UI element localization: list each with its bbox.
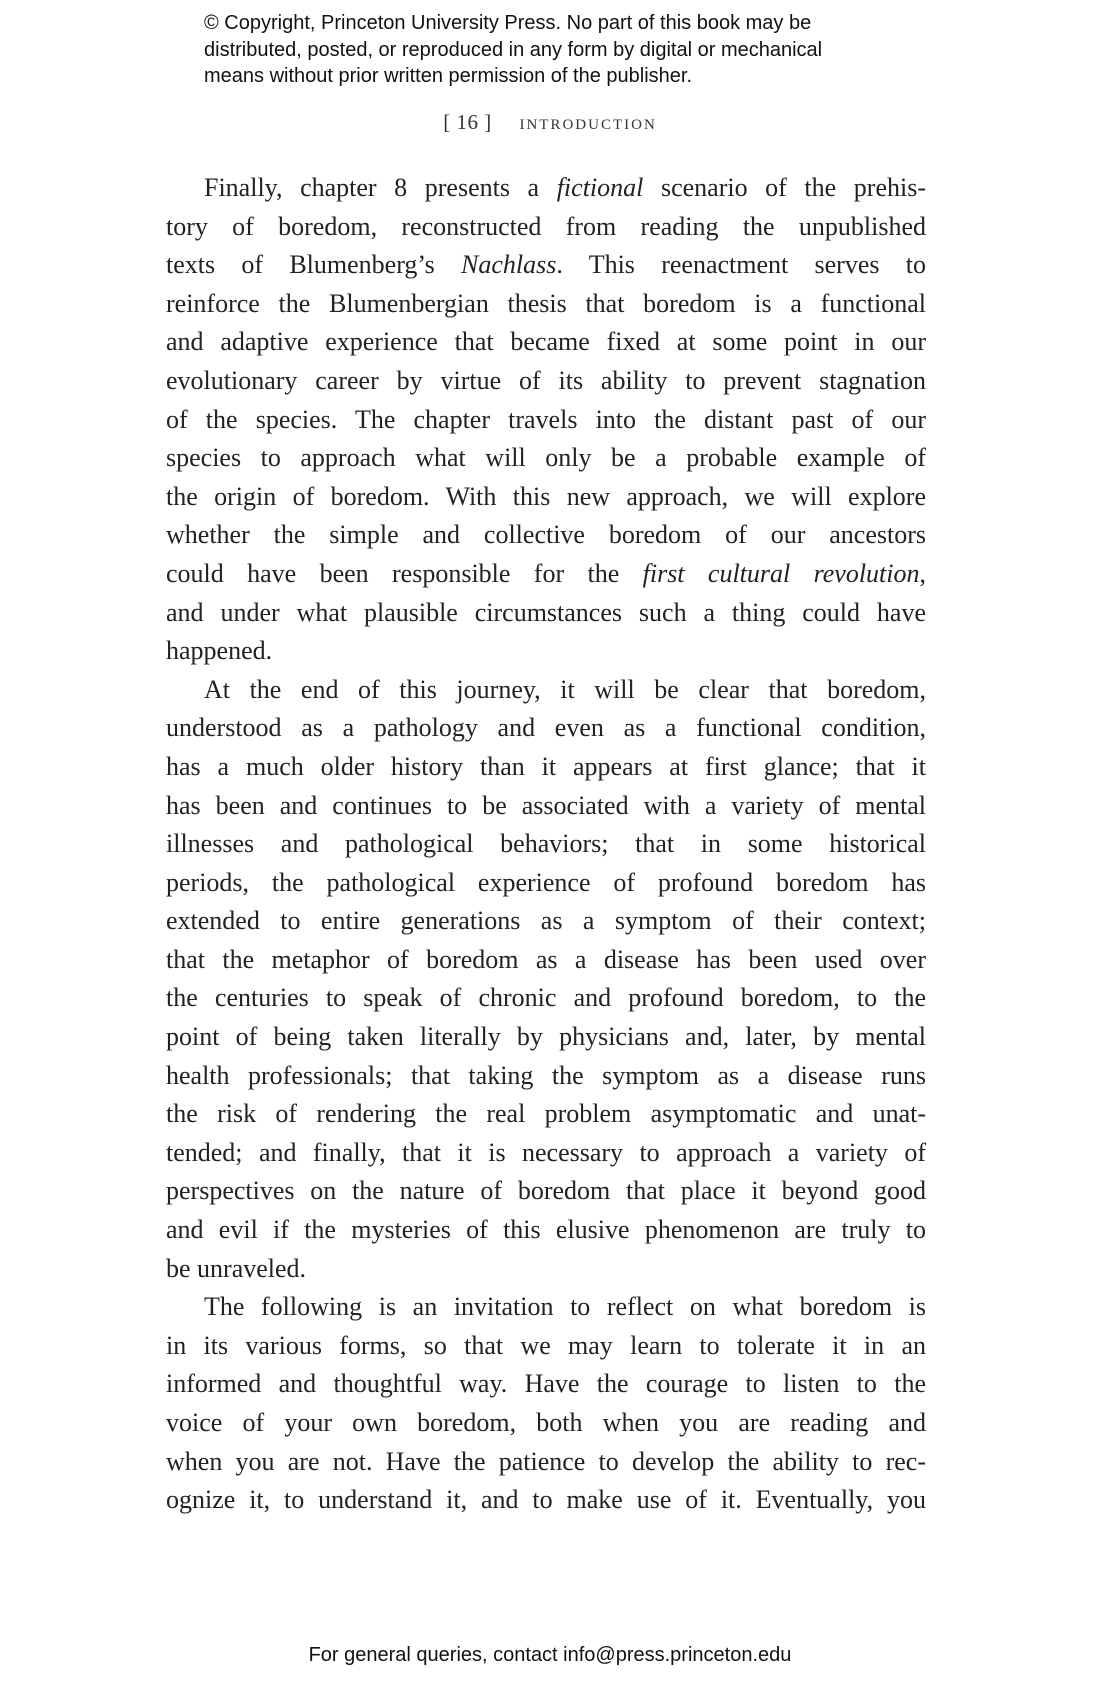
text-run: perspectives on the nature of boredom that place it beyond good: [166, 1176, 926, 1206]
text-line: [166, 1365, 926, 1404]
text-line: [166, 787, 926, 826]
paragraph: [166, 1288, 926, 1520]
italic-run: Nachlass: [461, 250, 557, 280]
text-line: [166, 1018, 926, 1057]
text-line: [166, 1057, 926, 1096]
text-line: [166, 825, 926, 864]
text-run: point of being taken literally by physicians and, later, by mental: [166, 1022, 926, 1052]
text-line: [166, 1327, 926, 1366]
italic-run: fictional: [556, 173, 644, 202]
text-run: and adaptive experience that became fixed at some point in our: [166, 327, 926, 357]
text-line: [166, 362, 926, 401]
text-run: The following is an invitation to reflect on what boredom is: [204, 1292, 926, 1322]
text-line: [166, 1481, 926, 1520]
paragraph: [166, 671, 926, 1289]
copyright-notice: [204, 10, 924, 90]
text-line: [166, 1134, 926, 1173]
text-line: [166, 1211, 926, 1250]
text-run: when you are not. Have the patience to develop the ability to rec-: [166, 1446, 926, 1476]
text-line: [166, 208, 926, 247]
text-line: [166, 516, 926, 555]
copyright-line: means without prior written permission of the publisher.: [204, 65, 693, 87]
text-run: health professionals; that taking the symptom as a disease runs: [166, 1060, 926, 1090]
text-run: evolutionary career by virtue of its ability to prevent stagnation: [166, 365, 926, 395]
text-run: voice of your own boredom, both when you are reading and: [166, 1408, 926, 1437]
text-run: could have been responsible for the: [166, 558, 643, 588]
text-run: the centuries to speak of chronic and profound boredom, to the: [166, 983, 926, 1013]
text-run: ognize it, to understand it, and to make use of it. Eventually, you: [166, 1485, 926, 1515]
text-run: in its various forms, so that we may learn to tolerate it in an: [166, 1330, 926, 1360]
text-run: At the end of this journey, it will be clear that boredom,: [204, 674, 926, 704]
text-line: [166, 401, 926, 440]
text-line: [166, 478, 926, 517]
text-run: tory of boredom, reconstructed from reading the unpublished: [166, 211, 926, 241]
text-run: extended to entire generations as a symptom of their context;: [166, 906, 926, 936]
text-line: [166, 902, 926, 941]
text-run: and evil if the mysteries of this elusive phenomenon are truly to: [166, 1215, 926, 1245]
text-line: [166, 671, 926, 710]
text-run: the risk of rendering the real problem asymptomatic and unat-: [166, 1099, 926, 1129]
body-text: [166, 169, 926, 1520]
text-run: texts of Blumenberg’s: [166, 250, 462, 280]
text-run: tended; and finally, that it is necessary to approach a variety of: [166, 1137, 926, 1167]
text-run: informed and thoughtful way. Have the courage to listen to the: [166, 1369, 926, 1399]
text-line: [166, 555, 926, 594]
text-run: has been and continues to be associated with a variety of mental: [166, 790, 926, 820]
text-line: [166, 169, 926, 208]
text-run: whether the simple and collective boredom of our ancestors: [166, 520, 926, 550]
text-line: [166, 246, 926, 285]
text-run: scenario of the prehis-: [643, 173, 926, 202]
running-head: [0, 110, 1100, 135]
text-run: illnesses and pathological behaviors; that in some historical: [166, 829, 926, 859]
text-run: understood as a pathology and even as a functional condition,: [166, 713, 926, 743]
paragraph: [166, 169, 926, 671]
text-line: [166, 439, 926, 478]
text-line: [166, 323, 926, 362]
text-line: [166, 594, 926, 633]
text-run: that the metaphor of boredom as a disease has been used over: [166, 944, 926, 974]
text-line: [166, 1404, 926, 1443]
text-run: Finally, chapter 8 presents a: [204, 173, 557, 202]
text-line: [166, 632, 926, 671]
footer-contact: For general queries, contact info@press.princeton.edu: [308, 1644, 792, 1666]
text-run: ,: [919, 558, 926, 588]
section-title: introduction: [519, 110, 657, 134]
text-run: happened.: [166, 636, 273, 666]
text-line: [166, 941, 926, 980]
text-run: . This reenactment serves to: [556, 250, 926, 280]
text-line: [166, 1250, 926, 1289]
copyright-line: distributed, posted, or reproduced in any form by digital or mechanical: [204, 38, 823, 61]
text-run: the origin of boredom. With this new approach, we will explore: [166, 481, 926, 511]
text-line: [166, 1095, 926, 1134]
text-run: reinforce the Blumenbergian thesis that boredom is a functional: [166, 288, 926, 318]
text-line: [166, 1443, 926, 1482]
text-run: of the species. The chapter travels into the distant past of our: [166, 404, 926, 434]
page-number: [ 16 ]: [443, 110, 492, 134]
text-line: [166, 1172, 926, 1211]
text-line: [166, 709, 926, 748]
text-line: [166, 285, 926, 324]
text-run: and under what plausible circumstances such a thing could have: [166, 597, 926, 627]
text-run: be unraveled.: [166, 1253, 307, 1283]
text-line: [166, 979, 926, 1018]
text-line: [166, 1288, 926, 1327]
text-line: [166, 864, 926, 903]
text-run: has a much older history than it appears at first glance; that it: [166, 751, 926, 781]
text-run: species to approach what will only be a probable example of: [166, 443, 926, 473]
italic-run: first cultural revolution: [642, 558, 920, 588]
text-run: periods, the pathological experience of profound boredom has: [166, 867, 926, 897]
copyright-line: © Copyright, Princeton University Press. No part of this book may be: [204, 12, 812, 34]
text-line: [166, 748, 926, 787]
